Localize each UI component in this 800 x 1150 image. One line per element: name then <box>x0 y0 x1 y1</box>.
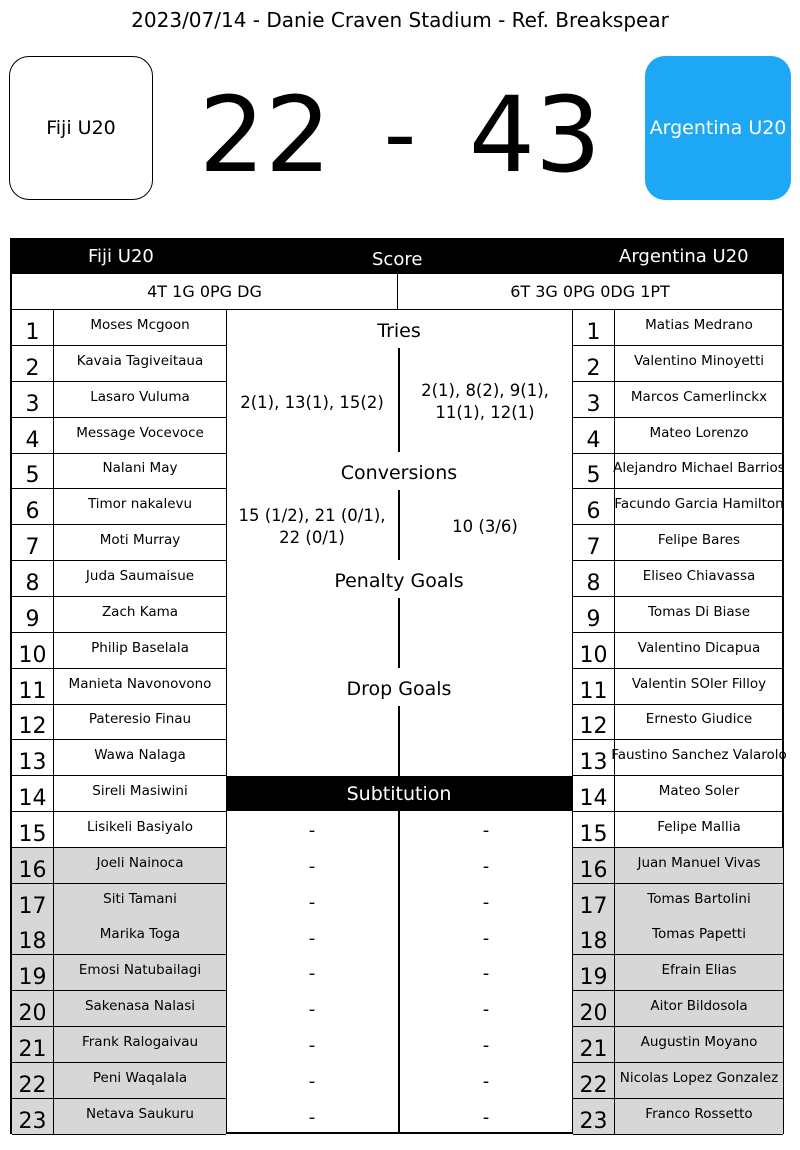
away-player-number: 13 <box>573 740 615 776</box>
away-player-name: Marcos Camerlinckx <box>630 388 768 405</box>
home-player-name: Manieta Navonovono <box>68 675 212 692</box>
home-player-number: 6 <box>12 489 54 525</box>
home-player-number: 4 <box>12 418 54 454</box>
away-player-name: Valentino Minoyetti <box>633 352 765 369</box>
conversions-divider <box>398 490 400 560</box>
home-player-row <box>12 884 226 920</box>
away-player-number: 17 <box>573 884 615 920</box>
home-player-name: Wawa Nalaga <box>94 747 186 764</box>
away-player-row <box>573 848 783 884</box>
away-player-number: 15 <box>573 812 615 848</box>
away-player-name: Ernesto Giudice <box>645 711 753 728</box>
home-player-row <box>12 740 226 776</box>
home-player-number: 18 <box>12 919 54 955</box>
away-substitution-dash: - <box>482 1106 490 1128</box>
home-substitution-dash: - <box>308 1035 316 1057</box>
away-player-row <box>573 740 787 776</box>
away-player-number: 20 <box>573 991 615 1027</box>
home-player-row <box>12 418 226 454</box>
away-player-name: Nicolas Lopez Gonzalez <box>619 1069 779 1086</box>
away-player-row <box>573 1099 783 1135</box>
away-player-name: Tomas Bartolini <box>647 890 751 907</box>
away-score: 43 <box>468 74 602 196</box>
away-substitution-dash: - <box>482 1070 490 1092</box>
home-player-number: 7 <box>12 525 54 561</box>
home-score-summary: 4T 1G 0PG DG <box>12 274 398 310</box>
away-substitution-dash: - <box>482 820 490 841</box>
away-team-name: Argentina U20 <box>649 117 787 139</box>
away-player-number: 14 <box>573 776 615 812</box>
home-player-row <box>12 597 226 633</box>
home-player-name: Emosi Natubailagi <box>78 962 202 979</box>
home-player-number: 2 <box>12 346 54 382</box>
away-player-row <box>573 991 783 1027</box>
away-player-row <box>573 1063 783 1099</box>
away-player-number: 1 <box>573 310 615 346</box>
away-player-name: Efrain Elias <box>661 962 737 979</box>
home-player-number: 21 <box>12 1027 54 1063</box>
away-player-number: 11 <box>573 669 615 705</box>
home-player-name: Nalani May <box>102 460 178 477</box>
away-player-row <box>573 776 783 812</box>
home-player-row <box>12 812 226 848</box>
tries-divider <box>398 348 400 452</box>
home-player-name: Marika Toga <box>99 926 181 943</box>
home-substitution-dash: - <box>308 927 316 949</box>
home-score: 22 <box>198 74 332 196</box>
home-player-row <box>12 1027 226 1063</box>
away-player-row <box>573 382 783 418</box>
away-player-row <box>573 346 783 382</box>
home-player-number: 3 <box>12 382 54 418</box>
home-substitution-dash: - <box>308 1106 316 1128</box>
home-team-box <box>9 56 153 200</box>
away-player-number: 3 <box>573 382 615 418</box>
away-substitution-dash: - <box>482 855 490 877</box>
away-substitution-dash: - <box>482 1035 490 1057</box>
home-player-row <box>12 346 226 382</box>
away-substitution-dash: - <box>482 963 490 985</box>
home-player-number: 1 <box>12 310 54 346</box>
away-player-row <box>573 525 783 561</box>
home-player-number: 17 <box>12 884 54 920</box>
home-player-name: Lisikeli Basiyalo <box>86 818 194 835</box>
away-heading-name: Argentina U20 <box>619 246 749 267</box>
away-player-row <box>573 418 783 454</box>
away-player-row <box>573 1027 783 1063</box>
away-score-summary: 6T 3G 0PG 0DG 1PT <box>398 274 782 310</box>
score-separator: - <box>383 82 417 187</box>
away-player-number: 10 <box>573 633 615 669</box>
home-player-row <box>12 776 226 812</box>
away-player-number: 8 <box>573 561 615 597</box>
away-player-row <box>573 704 783 740</box>
away-team-box <box>645 56 791 200</box>
home-player-row <box>12 704 226 740</box>
match-header: 2023/07/14 - Danie Craven Stadium - Ref. Breakspear <box>131 8 669 32</box>
home-player-name: Message Vocevoce <box>76 424 204 441</box>
away-player-name: Felipe Mallia <box>657 818 741 835</box>
away-player-row <box>573 884 783 920</box>
substitution-heading: Subtitution <box>226 776 572 811</box>
away-player-name: Faustino Sanchez Valarolo <box>611 747 787 764</box>
home-player-name: Lasaro Vuluma <box>90 388 190 405</box>
home-player-row <box>12 310 226 346</box>
away-substitution-dash: - <box>482 891 490 913</box>
away-player-number: 18 <box>573 919 615 955</box>
away-player-name: Aitor Bildosola <box>650 998 748 1015</box>
away-player-number: 21 <box>573 1027 615 1063</box>
substitution-divider <box>398 811 400 1133</box>
home-player-name: Peni Waqalala <box>92 1069 188 1086</box>
away-substitution-dash: - <box>482 927 490 949</box>
away-player-number: 6 <box>573 489 615 525</box>
away-player-row <box>573 453 783 489</box>
home-player-row <box>12 633 226 669</box>
home-player-name: Juda Saumaisue <box>85 567 195 584</box>
away-player-row <box>573 310 783 346</box>
home-player-row <box>12 1099 226 1135</box>
home-player-row <box>12 848 226 884</box>
home-player-number: 12 <box>12 704 54 740</box>
home-player-name: Sakenasa Nalasi <box>84 998 196 1015</box>
away-player-name: Juan Manuel Vivas <box>637 854 761 871</box>
drop-goals-divider <box>398 706 400 776</box>
home-player-number: 14 <box>12 776 54 812</box>
home-player-number: 16 <box>12 848 54 884</box>
away-player-name: Matias Medrano <box>645 317 753 333</box>
away-player-number: 4 <box>573 418 615 454</box>
home-player-name: Sireli Masiwini <box>92 783 188 800</box>
home-player-number: 5 <box>12 453 54 489</box>
home-player-name: Philip Baselala <box>91 639 189 656</box>
home-player-name: Kavaia Tagiveitaua <box>76 352 204 369</box>
away-player-name: Alejandro Michael Barrios <box>613 460 785 477</box>
home-player-number: 9 <box>12 597 54 633</box>
home-player-name: Zach Kama <box>101 603 179 620</box>
drop-goals-heading: Drop Goals <box>346 678 452 700</box>
away-player-name: Valentin SOler Filloy <box>631 675 767 692</box>
home-player-row <box>12 453 226 489</box>
home-substitution-dash: - <box>308 820 316 841</box>
away-player-row <box>573 561 783 597</box>
home-roster <box>12 310 227 1134</box>
sheet-heading-bar <box>10 238 784 274</box>
home-substitution-dash: - <box>308 999 316 1021</box>
away-player-name: Mateo Lorenzo <box>649 424 749 441</box>
home-player-number: 13 <box>12 740 54 776</box>
home-team-name: Fiji U20 <box>46 117 116 139</box>
away-player-name: Augustin Moyano <box>640 1034 758 1050</box>
home-player-number: 20 <box>12 991 54 1027</box>
away-player-name: Franco Rossetto <box>645 1105 753 1122</box>
away-player-name: Valentino Dicapua <box>637 639 761 656</box>
home-player-name: Timor nakalevu <box>87 496 193 513</box>
home-player-row <box>12 669 226 705</box>
away-tries: 2(1), 8(2), 9(1), 11(1), 12(1) <box>421 381 549 422</box>
away-player-row <box>573 669 783 705</box>
away-player-row <box>573 489 783 525</box>
tries-heading: Tries <box>377 320 421 342</box>
home-player-name: Pateresio Finau <box>88 711 192 728</box>
home-player-number: 11 <box>12 669 54 705</box>
away-player-number: 19 <box>573 955 615 991</box>
away-player-number: 22 <box>573 1063 615 1099</box>
home-player-row <box>12 955 226 991</box>
away-player-number: 2 <box>573 346 615 382</box>
home-player-row <box>12 525 226 561</box>
away-player-name: Facundo Garcia Hamilton <box>614 496 784 513</box>
home-player-number: 8 <box>12 561 54 597</box>
away-conversions: 10 (3/6) <box>452 517 518 536</box>
home-player-number: 10 <box>12 633 54 669</box>
away-player-name: Eliseo Chiavassa <box>642 567 756 584</box>
home-player-row <box>12 919 226 955</box>
home-tries: 2(1), 13(1), 15(2) <box>240 393 384 412</box>
penalty-divider <box>398 598 400 668</box>
home-player-name: Moses Mcgoon <box>90 317 190 333</box>
home-player-name: Joeli Nainoca <box>96 854 184 871</box>
away-player-row <box>573 633 783 669</box>
away-player-row <box>573 812 783 848</box>
home-player-number: 15 <box>12 812 54 848</box>
away-player-name: Mateo Soler <box>658 783 740 800</box>
away-substitution-dash: - <box>482 999 490 1021</box>
home-player-number: 23 <box>12 1099 54 1135</box>
home-conversions: 15 (1/2), 21 (0/1), 22 (0/1) <box>238 506 386 547</box>
home-player-name: Netava Saukuru <box>86 1105 194 1122</box>
away-player-row <box>573 955 783 991</box>
home-player-name: Frank Ralogaivau <box>81 1034 199 1050</box>
away-player-row <box>573 919 783 955</box>
home-player-name: Moti Murray <box>99 532 181 549</box>
away-player-number: 16 <box>573 848 615 884</box>
conversions-heading: Conversions <box>340 462 458 484</box>
away-player-number: 9 <box>573 597 615 633</box>
home-player-name: Siti Tamani <box>103 890 177 907</box>
score-heading: Score <box>372 249 423 270</box>
home-player-row <box>12 991 226 1027</box>
home-player-number: 22 <box>12 1063 54 1099</box>
home-substitution-dash: - <box>308 963 316 985</box>
home-player-number: 19 <box>12 955 54 991</box>
away-player-name: Tomas Papetti <box>652 926 746 943</box>
home-player-row <box>12 489 226 525</box>
home-player-row <box>12 1063 226 1099</box>
home-substitution-dash: - <box>308 855 316 877</box>
away-player-row <box>573 597 783 633</box>
penalty-goals-heading: Penalty Goals <box>334 570 464 592</box>
away-player-name: Tomas Di Biase <box>647 603 751 620</box>
away-player-number: 12 <box>573 704 615 740</box>
away-roster <box>572 310 787 1134</box>
away-player-number: 23 <box>573 1099 615 1135</box>
away-player-name: Felipe Bares <box>657 532 741 549</box>
home-substitution-dash: - <box>308 1070 316 1092</box>
away-player-number: 5 <box>573 453 615 489</box>
home-player-row <box>12 382 226 418</box>
away-player-number: 7 <box>573 525 615 561</box>
home-player-row <box>12 561 226 597</box>
home-substitution-dash: - <box>308 891 316 913</box>
home-heading-name: Fiji U20 <box>88 246 154 267</box>
